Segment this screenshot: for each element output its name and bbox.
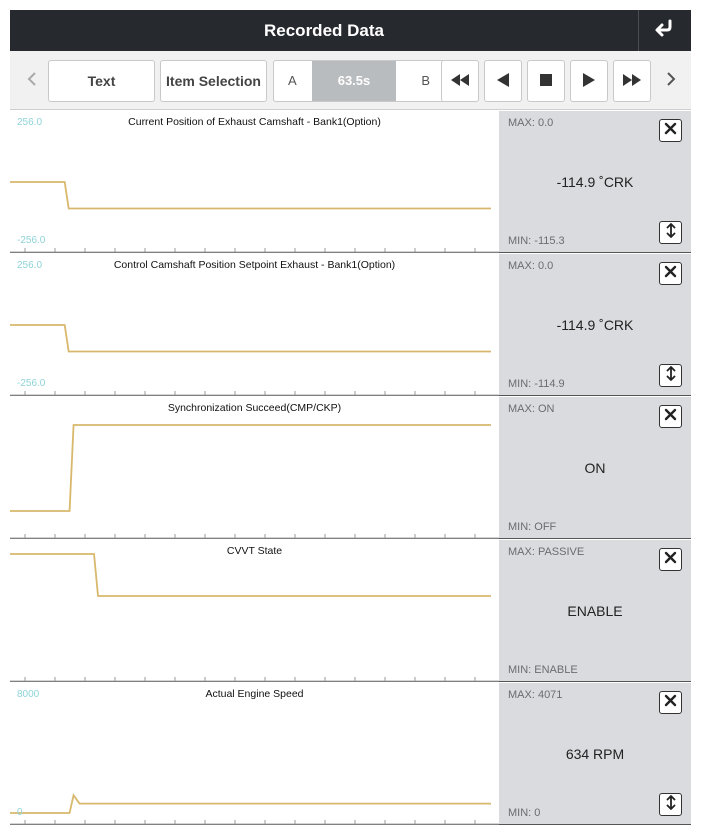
marker-b-button[interactable]: B (421, 73, 430, 88)
scale-button[interactable] (659, 364, 682, 387)
graph-plot[interactable] (10, 683, 499, 824)
close-panel-button[interactable] (659, 262, 682, 285)
max-value-label: MAX: 0.0 (508, 117, 554, 129)
vertical-scale-icon (666, 366, 676, 386)
panel-title: Synchronization Succeed(CMP/CKP) (167, 402, 342, 414)
current-value: 634 RPM (565, 745, 625, 762)
current-value: ENABLE (567, 602, 623, 619)
stop-button[interactable] (527, 60, 565, 102)
scale-button[interactable] (659, 221, 682, 244)
min-value-label: MIN: 0 (508, 807, 541, 819)
max-value-label: MAX: PASSIVE (508, 546, 585, 558)
trace-line (10, 795, 491, 813)
y-axis-min-label: -256.0 (17, 378, 46, 389)
y-axis-max-label: 8000 (17, 689, 40, 700)
value-sidebar (499, 540, 691, 681)
stop-icon (540, 73, 552, 89)
text-button[interactable]: Text (48, 60, 155, 102)
rewind-button[interactable] (441, 60, 479, 102)
current-value: ON (584, 459, 606, 476)
title-bar (10, 10, 691, 51)
prev-page-button[interactable] (18, 60, 46, 102)
min-value-label: MIN: -115.3 (508, 235, 565, 247)
time-display: 63.5s (312, 61, 396, 101)
graph-svg (10, 397, 499, 539)
min-value-label: MIN: -114.9 (508, 378, 565, 390)
close-icon (664, 265, 677, 283)
next-page-button[interactable] (657, 60, 685, 102)
step-back-button[interactable] (484, 60, 522, 102)
toolbar (10, 51, 691, 110)
current-value: -114.9 ˚CRK (556, 173, 634, 190)
graph-panel (10, 683, 691, 825)
graph-panel (10, 397, 691, 539)
close-panel-button[interactable] (659, 119, 682, 142)
panel-title: Control Camshaft Position Setpoint Exhaust - Bank1(Option) (113, 259, 396, 271)
y-axis-max-label: 256.0 (17, 117, 43, 128)
vertical-scale-icon (666, 795, 676, 815)
graph-svg (10, 111, 499, 253)
max-value-label: MAX: 4071 (508, 689, 563, 701)
y-axis-min-label: -256.0 (17, 235, 46, 246)
close-panel-button[interactable] (659, 405, 682, 428)
graph-plot[interactable] (10, 397, 499, 538)
chevron-left-icon (27, 71, 37, 92)
close-icon (664, 408, 677, 426)
close-panel-button[interactable] (659, 691, 682, 714)
value-sidebar (499, 683, 691, 824)
close-icon (664, 122, 677, 140)
ab-marker-group (273, 60, 445, 102)
return-arrow-icon (654, 18, 676, 43)
min-value-label: MIN: OFF (508, 521, 557, 533)
value-sidebar (499, 397, 691, 538)
trace-line (10, 182, 491, 208)
current-value: -114.9 ˚CRK (556, 316, 634, 333)
graph-svg (10, 254, 499, 396)
graph-panel (10, 111, 691, 253)
panel-title: CVVT State (226, 545, 283, 557)
y-axis-min-label: 0 (17, 807, 23, 818)
page-title: Recorded Data (264, 21, 384, 40)
graph-svg (10, 683, 499, 825)
value-sidebar (499, 254, 691, 395)
value-sidebar (499, 111, 691, 252)
trace-line (10, 554, 491, 596)
back-button[interactable] (638, 10, 691, 51)
close-icon (664, 551, 677, 569)
graph-panel (10, 540, 691, 682)
panel-title: Actual Engine Speed (205, 688, 304, 700)
scale-button[interactable] (659, 793, 682, 816)
fast-rewind-icon (451, 73, 469, 89)
graph-plot[interactable] (10, 254, 499, 395)
play-reverse-icon (497, 73, 509, 90)
item-selection-button[interactable]: Item Selection (160, 60, 267, 102)
max-value-label: MAX: ON (508, 403, 555, 415)
chevron-right-icon (666, 71, 676, 92)
panel-title: Current Position of Exhaust Camshaft - Bank1(Option) (128, 116, 381, 128)
max-value-label: MAX: 0.0 (508, 260, 554, 272)
play-button[interactable] (570, 60, 608, 102)
play-icon (583, 73, 595, 90)
graph-svg (10, 540, 499, 682)
graph-plot[interactable] (10, 111, 499, 252)
marker-a-button[interactable]: A (288, 73, 297, 88)
y-axis-max-label: 256.0 (17, 260, 43, 271)
min-value-label: MIN: ENABLE (508, 664, 578, 676)
graph-plot[interactable] (10, 540, 499, 681)
close-icon (664, 694, 677, 712)
graph-panel (10, 254, 691, 396)
fast-forward-button[interactable] (613, 60, 651, 102)
trace-line (10, 325, 491, 351)
vertical-scale-icon (666, 223, 676, 243)
fast-forward-icon (623, 73, 641, 89)
close-panel-button[interactable] (659, 548, 682, 571)
trace-line (10, 425, 491, 511)
